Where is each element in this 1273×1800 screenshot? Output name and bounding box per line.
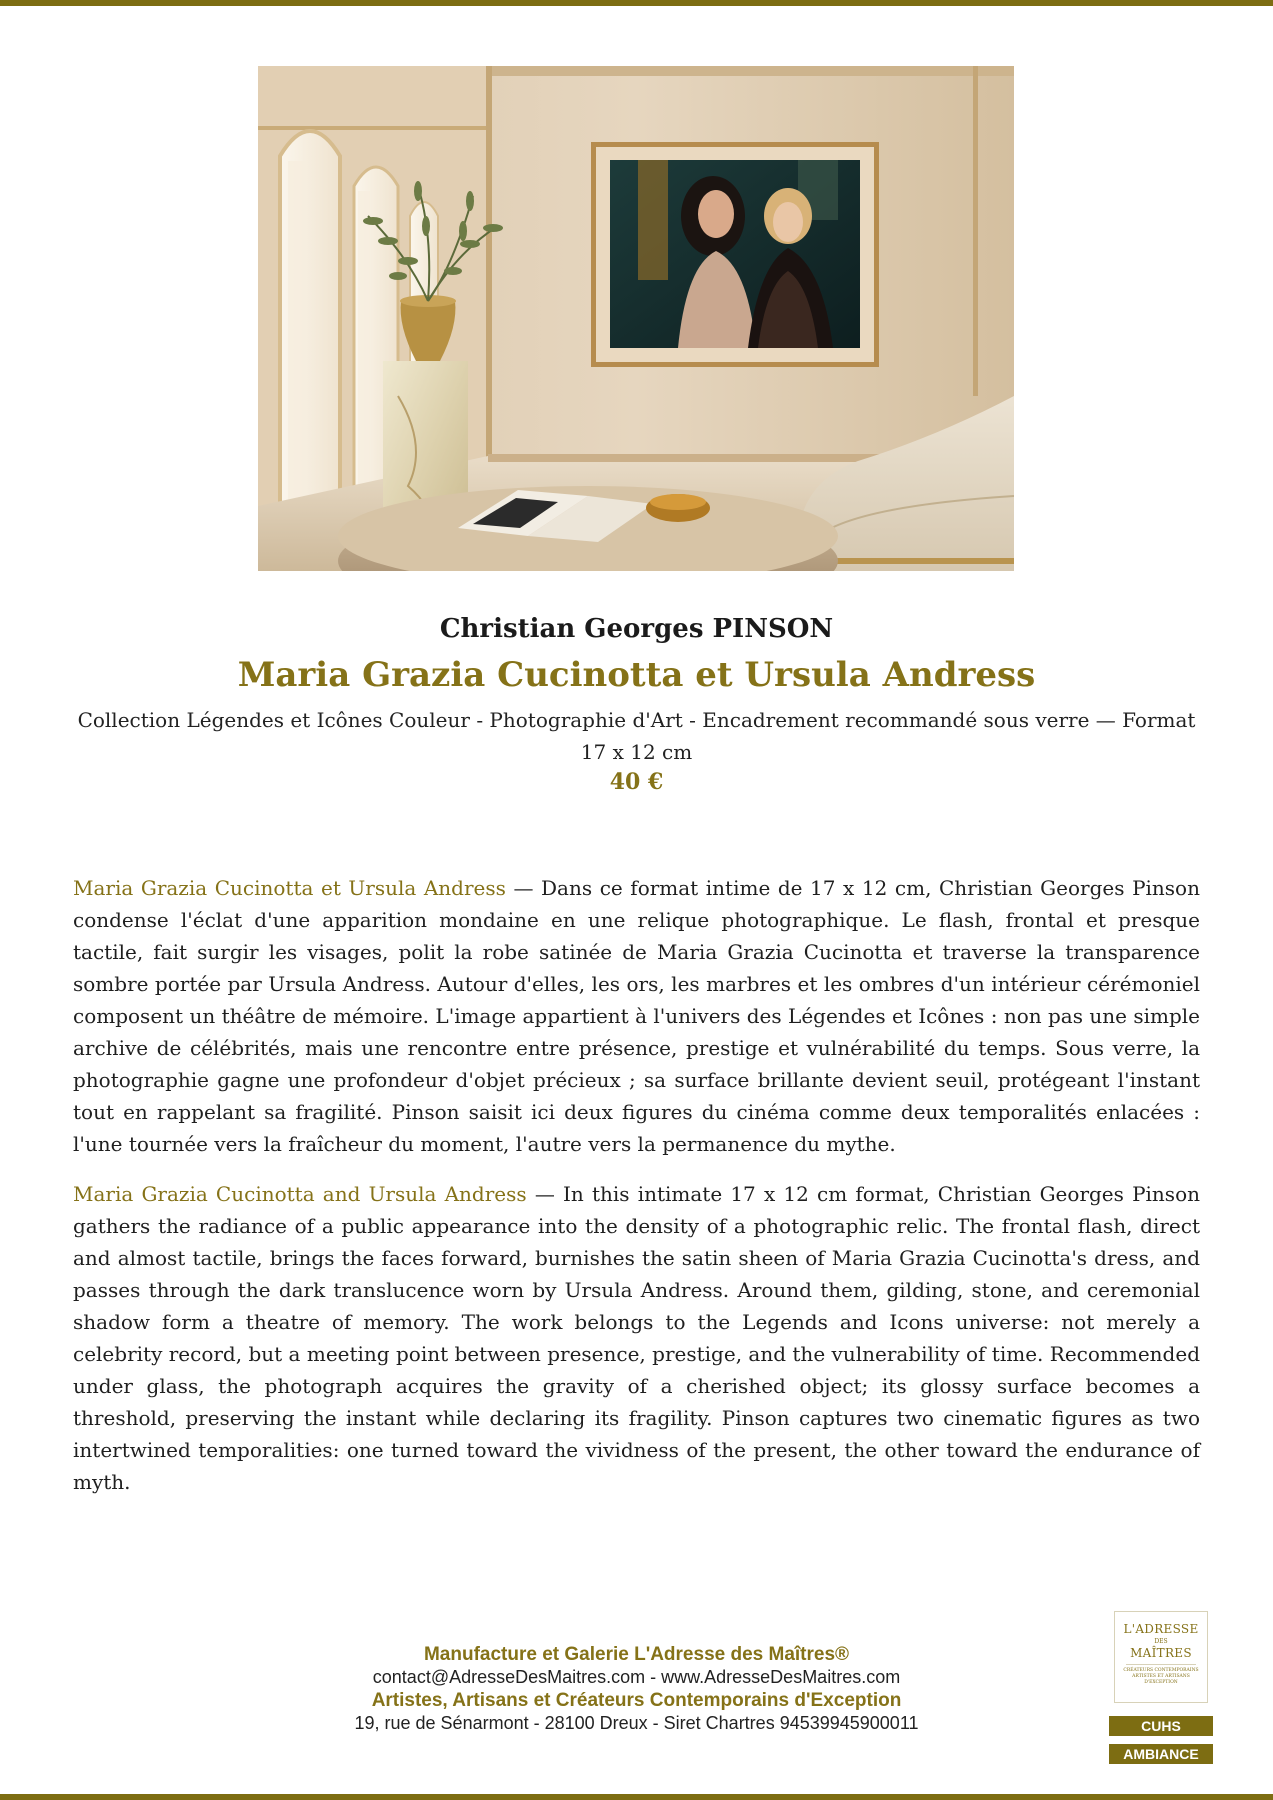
logo-line2: DES (1154, 1638, 1168, 1645)
top-rule (0, 0, 1273, 6)
footer-gallery: Manufacture et Galerie L'Adresse des Maîtres® (423, 1644, 850, 1665)
badge-cuhs: CUHS (1109, 1716, 1213, 1736)
logo-divider (1126, 1664, 1196, 1665)
footer (0, 1643, 1273, 1735)
description-en-text: — In this intimate 17 x 12 cm format, Christian Georges Pinson gathers the radiance of a public appearance into the density of a photographic relic. The frontal flash, direct and almost tactile, brings the faces forward, burnishes the satin sheen of Maria Grazia Cucinotta's dress, and passes through the dark translucence worn by Ursula Andress. Around them, gilding, stone, and ceremonial shadow form a theatre of memory. The work belongs to the Legends and Icons universe: not merely a celebrity record, but a meeting point between presence, prestige, and the vulnerability of time. Recommended under glass, the photograph acquires the gravity of a cherished object; its glossy surface becomes a threshold, preserving the instant while declaring its fragility. Pinson captures two cinematic figures as two intertwined temporalities: one turned toward the vividness of the present, the other toward the endurance of myth. (73, 1182, 1200, 1494)
badge-ambiance: AMBIANCE (1109, 1744, 1213, 1764)
artwork-title: Maria Grazia Cucinotta et Ursula Andress (237, 655, 1036, 695)
description-fr-text: — Dans ce format intime de 17 x 12 cm, Christian Georges Pinson condense l'éclat d'une apparition mondaine en une relique photographique. Le flash, frontal et presque tactile, fait surgir les visages, polit la robe satinée de Maria Grazia Cucinotta et traverse la transparence sombre portée par Ursula Andress. Autour d'elles, les ors, les marbres et les ombres d'un intérieur cérémoniel composent un théâtre de mémoire. L'image appartient à l'univers des Légendes et Icônes : non pas une simple archive de célébrités, mais une rencontre entre présence, prestige et vulnérabilité du temps. Sous verre, la photographie gagne une profondeur d'objet précieux ; sa surface brillante devient seuil, protégeant l'instant tout en rappelant sa fragilité. Pinson saisit ici deux figures du cinéma comme deux temporalités enlacées : l'une tournée vers la fraîcheur du moment, l'autre vers la permanence du mythe. (73, 876, 1200, 1156)
hero-interior-image (258, 66, 1014, 571)
description-fr-lead: Maria Grazia Cucinotta et Ursula Andress (73, 876, 506, 900)
footer-tagline: Artistes, Artisans et Créateurs Contemporains d'Exception (371, 1690, 902, 1711)
description-fr (73, 872, 1200, 1160)
footer-address: 19, rue de Sénarmont - 28100 Dreux - Siret Chartres 94539945900011 (354, 1713, 919, 1733)
logo-line1: L'ADRESSE (1123, 1622, 1199, 1636)
description (73, 872, 1200, 1516)
description-en (73, 1178, 1200, 1498)
logo-line4: CRÉATEURS CONTEMPORAINS ARTISTES ET ARTISANS D'EXCEPTION (1123, 1668, 1199, 1685)
gallery-logo (1114, 1611, 1208, 1703)
logo-line3: MAÎTRES (1130, 1646, 1192, 1660)
artwork-subtitle: Collection Légendes et Icônes Couleur - Photographie d'Art - Encadrement recommandé sous verre — Format 17 x 12 cm (77, 708, 1196, 764)
bottom-rule (0, 1794, 1273, 1800)
artwork-price: 40 € (609, 769, 664, 795)
artist-name: Christian Georges PINSON (439, 614, 834, 644)
description-en-lead: Maria Grazia Cucinotta and Ursula Andress (73, 1182, 527, 1206)
footer-contact: contact@AdresseDesMaitres.com - www.AdresseDesMaitres.com (372, 1667, 901, 1687)
